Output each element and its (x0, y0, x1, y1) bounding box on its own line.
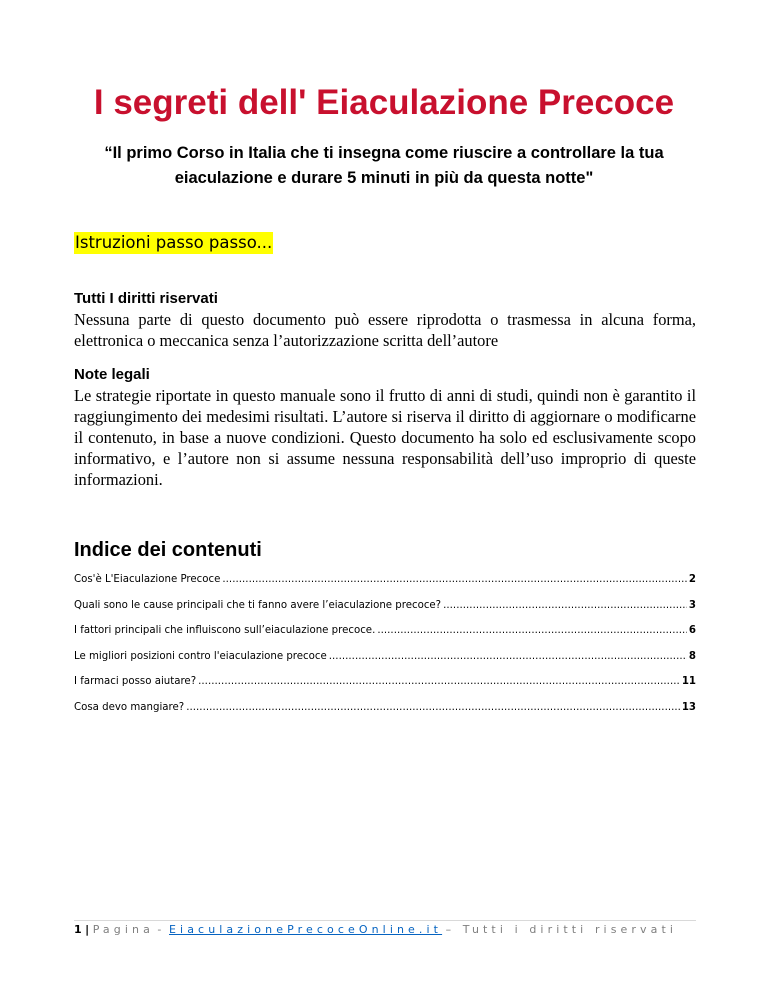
toc-entry[interactable] (74, 676, 696, 702)
toc-entry-page: 8 (688, 650, 696, 662)
toc-entry-page: 13 (681, 701, 696, 713)
toc-entry[interactable] (74, 625, 696, 651)
toc-entry-title: I farmaci posso aiutare? (74, 676, 197, 687)
footer-website-link[interactable]: EiaculazionePrecoceOnline.it (169, 923, 443, 936)
toc-entry-title: Quali sono le cause principali che ti fanno avere l’eiaculazione precoce? (74, 599, 442, 611)
document-subtitle: “Il primo Corso in Italia che ti insegna come riuscire a controllare la tua eiaculazione e durare 5 minuti in più da questa notte" (104, 144, 664, 187)
toc-dot-leader (377, 625, 687, 636)
footer-dash: - (157, 923, 166, 936)
toc-entry[interactable] (74, 651, 696, 677)
footer-page-number: 1 (74, 923, 82, 936)
toc-dot-leader (186, 702, 680, 713)
toc-entry-page: 3 (688, 599, 696, 611)
rights-body: Nessuna parte di questo documento può essere riprodotta o trasmessa in alcuna forma, elettronica o meccanica senza l’autorizzazione scritta dell’autore (74, 310, 696, 350)
footer-page-label: Pagina (92, 923, 154, 936)
page-footer (74, 922, 714, 938)
toc-entry-page: 6 (688, 625, 696, 636)
toc-entry[interactable] (74, 600, 696, 626)
legal-body: Le strategie riportate in questo manuale sono il frutto di anni di studi, quindi non è garantito il raggiungimento dei medesimi risultati. L’autore si riserva il diritto di aggiornare o modificarne il contenuto, in base a nuove condizioni. Questo documento ha solo ed esclusivamente scopo informativo, e l’autore non si assume nessuna responsabilità dell’uso improprio di queste informazioni. (74, 386, 696, 489)
toc-entry[interactable] (74, 574, 696, 600)
toc-entry-title: I fattori principali che influiscono sull’eiaculazione precoce. (74, 625, 376, 636)
toc-entry-title: Cosa devo mangiare? (74, 701, 185, 713)
footer-separator: | (85, 923, 90, 936)
toc-entry-title: Cos'è L'Eiaculazione Precoce (74, 574, 221, 585)
toc-heading: Indice dei contenuti (74, 539, 262, 561)
footer-rights-text: – Tutti i diritti riservati (445, 923, 678, 936)
toc-dot-leader (198, 676, 680, 687)
rights-heading: Tutti I diritti riservati (74, 290, 218, 307)
instructions-highlight: Istruzioni passo passo... (75, 233, 273, 252)
toc-entry-page: 2 (688, 574, 696, 585)
toc-entry-page: 11 (681, 676, 696, 687)
document-title: I segreti dell' Eiaculazione Precoce (93, 83, 675, 122)
toc-dot-leader (443, 600, 687, 611)
toc-entry[interactable] (74, 702, 696, 728)
toc-dot-leader (329, 651, 687, 662)
toc-dot-leader (222, 574, 687, 585)
legal-heading: Note legali (74, 366, 150, 383)
footer-divider (74, 920, 696, 921)
table-of-contents (74, 574, 696, 727)
toc-entry-title: Le migliori posizioni contro l'eiaculazione precoce (74, 650, 327, 662)
